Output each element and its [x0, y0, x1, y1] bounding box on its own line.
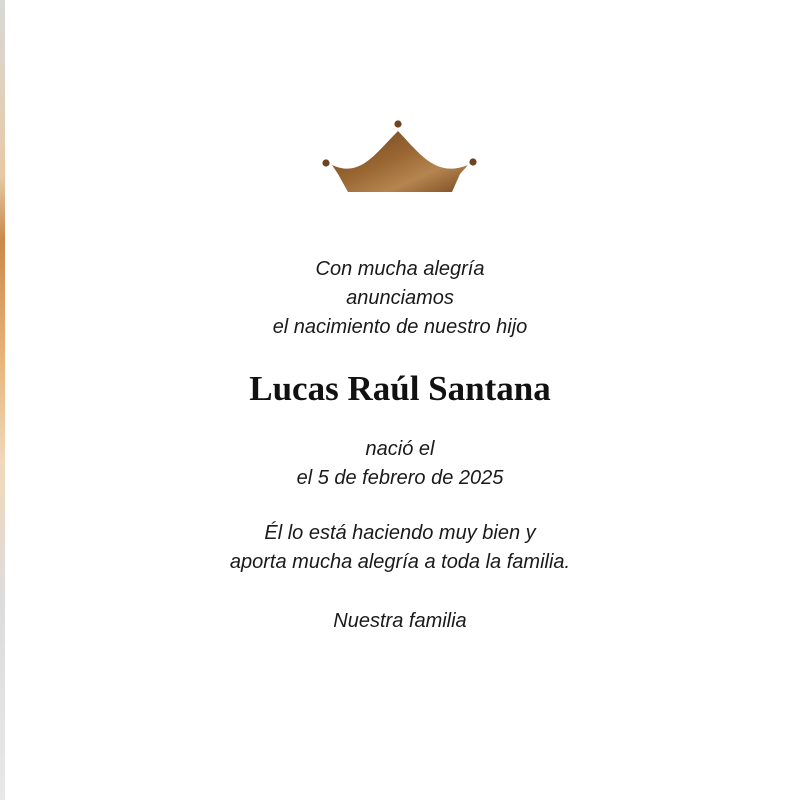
signature: Nuestra familia — [333, 610, 467, 632]
intro-line-1: Con mucha alegría — [315, 258, 485, 280]
birth-line-1: nació el — [365, 438, 435, 460]
intro-line-3: el nacimiento de nuestro hijo — [272, 316, 528, 338]
birth-line-2: el 5 de febrero de 2025 — [296, 467, 504, 489]
baby-name: Lucas Raúl Santana — [249, 369, 551, 408]
message-line-2: aporta mucha alegría a toda la familia. — [229, 551, 571, 573]
message-line-1: Él lo está haciendo muy bien y — [264, 522, 536, 544]
crown-icon — [320, 118, 480, 198]
intro-line-2: anunciamos — [346, 287, 454, 309]
